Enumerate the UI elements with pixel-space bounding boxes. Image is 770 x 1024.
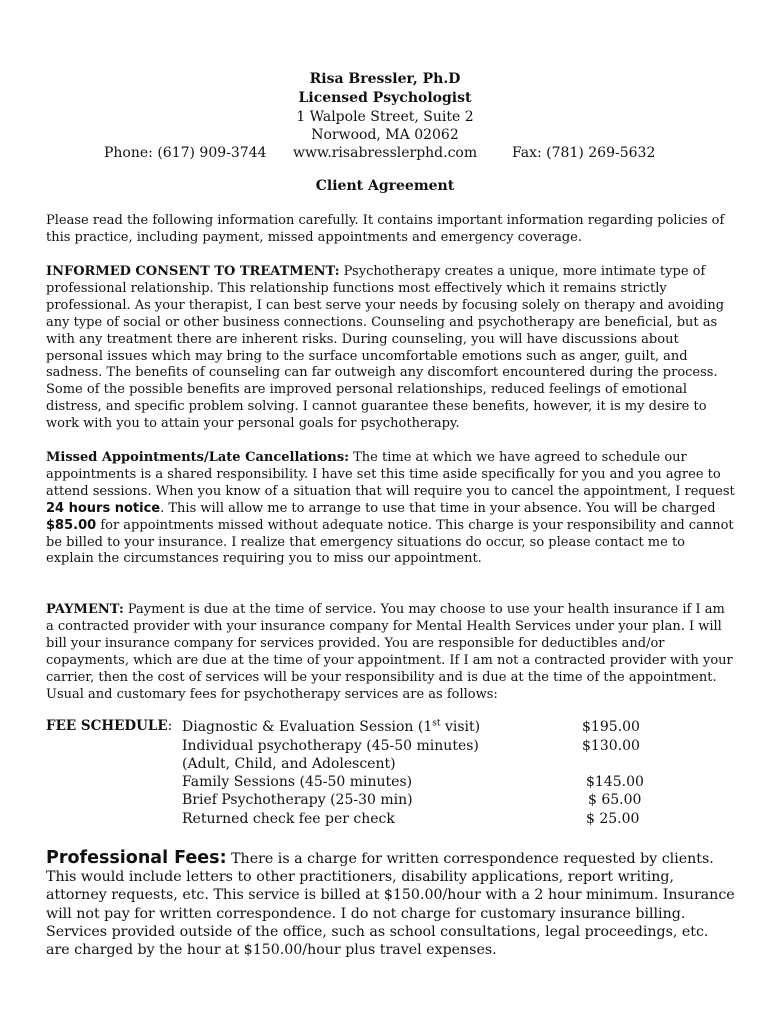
payment-section <box>46 602 736 703</box>
fee-price: $195.00 <box>582 719 640 735</box>
missed-appointments-text-3: for appointments missed without adequate notice. This charge is your responsibility and cannot be billed to your insurance. I realize that emergency situations do occur, so please contact me to explain the circumstances requiring you to miss our appointment. <box>46 517 734 567</box>
address-line-2: Norwood, MA 02062 <box>311 127 459 143</box>
missed-appointments-heading: Missed Appointments/Late Cancellations: <box>46 450 349 465</box>
missed-appointments-text-1: The time at which we have agreed to schedule our appointments is a shared responsibility. I have set this time aside specifically for you and you agree to attend sessions. When you know of a situation that will require you to cancel the appointment, I request <box>46 450 735 499</box>
informed-consent-section <box>46 264 736 433</box>
informed-consent-text: Psychotherapy creates a unique, more intimate type of professional relationship. This relationship functions most effectively which it remains strictly professional. As your therapist, I can best serve your needs by focusing solely on therapy and avoiding any type of social or other business connections. Counseling and psychotherapy are beneficial, but as with any treatment there are inherent risks. During counseling, you will have discussions about personal issues which may bring to the surface uncomfortable emotions such as anger, guilt, and sadness. The benefits of counseling can far outweigh any discomfort encountered during the process. Some of the possible benefits are improved personal relationships, reduced feelings of emotional distress, and specific problem solving. I cannot guarantee these benefits, however, it is my desire to work with you to attain your personal goals for psychotherapy. <box>46 264 725 432</box>
informed-consent-heading: INFORMED CONSENT TO TREATMENT: <box>46 264 340 279</box>
fee-service: Individual psychotherapy (45-50 minutes) <box>182 738 479 754</box>
missed-appointments-section <box>46 450 736 568</box>
address-line-1: 1 Walpole Street, Suite 2 <box>296 109 474 125</box>
fee-service: (Adult, Child, and Adolescent) <box>182 756 396 772</box>
fee-service: Returned check fee per check <box>182 811 395 827</box>
fee-price: $ 65.00 <box>588 792 642 808</box>
provider-credential: Licensed Psychologist <box>298 90 472 106</box>
fee-price: $145.00 <box>586 774 644 790</box>
professional-fees-heading: Professional Fees: <box>46 848 227 868</box>
website-link[interactable]: www.risabresslerphd.com <box>293 145 478 161</box>
fax-number: Fax: (781) 269-5632 <box>512 145 656 161</box>
fee-service: Brief Psychotherapy (25-30 min) <box>182 792 413 808</box>
fee-schedule-label: FEE SCHEDULE: <box>46 718 173 734</box>
fee-price: $130.00 <box>582 738 640 754</box>
payment-text: Payment is due at the time of service. You may choose to use your health insurance if I am a contracted provider with your insurance company for Mental Health Services under your plan. I will bill your insurance company for services provided. You are responsible for deductibles and/or copayments, which are due at the time of your appointment. If I am not a contracted provider with your carrier, then the cost of services will be your responsibility and is due at the time of the appointment. Usual and customary fees for psychotherapy services are as follows: <box>46 602 733 702</box>
phone-number: Phone: (617) 909-3744 <box>104 145 267 161</box>
payment-heading: PAYMENT: <box>46 602 124 617</box>
professional-fees-section <box>46 849 736 959</box>
missed-appointments-text-2: . This will allow me to arrange to use that time in your absence. You will be charged <box>160 500 716 516</box>
intro-paragraph: Please read the following information carefully. It contains important information regarding policies of this practice, including payment, missed appointments and emergency coverage. <box>46 213 725 245</box>
provider-name: Risa Bressler, Ph.D <box>309 71 461 87</box>
document-title: Client Agreement <box>315 178 455 194</box>
fee-service: Diagnostic & Evaluation Session (1st visit) <box>182 718 481 735</box>
notice-period: 24 hours notice <box>46 500 161 516</box>
fee-price: $ 25.00 <box>586 811 640 827</box>
professional-fees-text: There is a charge for written correspondence requested by clients. This would include letters to other practitioners, disability applications, report writing, attorney requests, etc. This service is billed at $150.00/hour with a 2 hour minimum. Insurance will not pay for written correspondence. I do not charge for customary insurance billing. Services provided outside of the office, such as school consultations, legal proceedings, etc. are charged by the hour at $150.00/hour plus travel expenses. <box>46 851 735 959</box>
missed-fee: $85.00 <box>46 517 97 533</box>
fee-service: Family Sessions (45-50 minutes) <box>182 774 413 790</box>
